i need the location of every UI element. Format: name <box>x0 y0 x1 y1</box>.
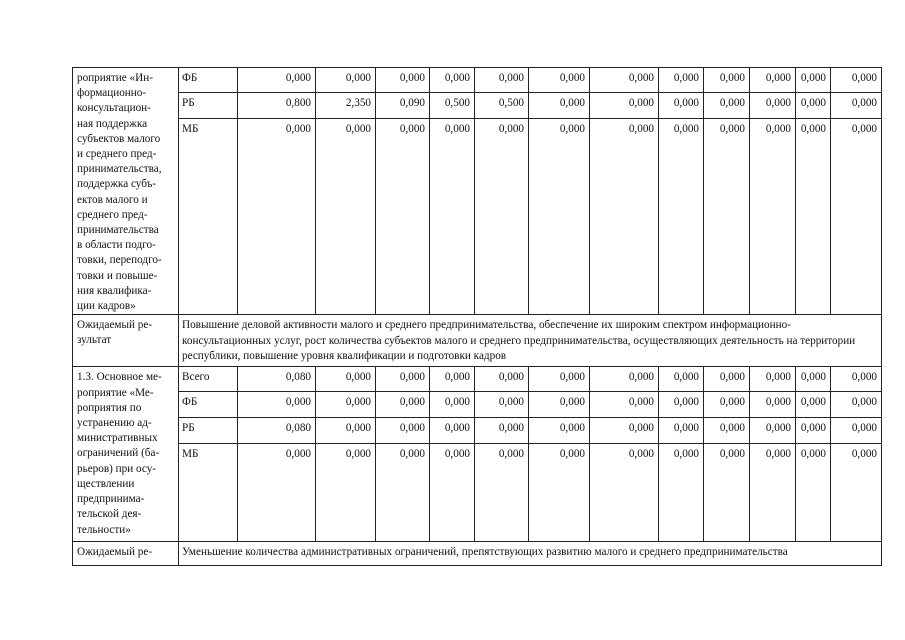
value-cell: 0,000 <box>704 119 750 315</box>
value-cell: 0,000 <box>704 444 750 542</box>
source-cell: РБ <box>179 418 238 444</box>
value-cell: 0,000 <box>529 68 590 93</box>
value-cell: 0,000 <box>750 392 796 418</box>
result2-label: Ожидаемый ре- <box>77 546 153 559</box>
value-cell: 0,000 <box>659 392 704 418</box>
value-cell: 0,000 <box>659 93 704 119</box>
source-cell: Всего <box>179 367 238 392</box>
value-cell: 0,000 <box>590 93 659 119</box>
value-cell: 0,000 <box>704 418 750 444</box>
value-cell: 0,000 <box>376 444 430 542</box>
value-cell: 0,000 <box>590 418 659 444</box>
value-cell: 0,000 <box>529 418 590 444</box>
value-cell: 0,000 <box>316 119 376 315</box>
value-cell: 0,000 <box>376 367 430 392</box>
value-cell: 0,000 <box>430 367 475 392</box>
value-cell: 0,000 <box>796 444 831 542</box>
result1-label: Ожидаемый ре- зультат <box>77 319 153 347</box>
result1-text: Повышение деловой активности малого и среднего предпринимательства, обеспечение их широким спектром информационно-консультационных услуг, рост количества субъектов малого и среднего предпринимательства, осуществляющих деятельность на территории республики, повышение уровня квалификации и подготовки кадров <box>179 315 882 367</box>
value-cell: 0,000 <box>796 367 831 392</box>
result1-label-cell <box>73 315 179 367</box>
value-cell: 0,000 <box>704 68 750 93</box>
value-cell: 0,000 <box>750 444 796 542</box>
value-cell: 0,000 <box>238 392 316 418</box>
value-cell: 0,000 <box>796 68 831 93</box>
block1-label-cell <box>73 68 179 315</box>
value-cell: 0,000 <box>529 392 590 418</box>
table-row <box>73 392 882 418</box>
value-cell: 0,000 <box>475 444 529 542</box>
table-row <box>73 418 882 444</box>
value-cell: 0,000 <box>238 68 316 93</box>
table-row <box>73 542 882 566</box>
value-cell: 0,000 <box>831 418 882 444</box>
value-cell: 0,000 <box>529 119 590 315</box>
value-cell: 0,000 <box>316 418 376 444</box>
value-cell: 0,000 <box>750 367 796 392</box>
value-cell: 0,000 <box>831 68 882 93</box>
value-cell: 0,000 <box>430 392 475 418</box>
value-cell: 0,000 <box>475 418 529 444</box>
block2-label: 1.3. Основное ме- роприятие «Ме- роприятия по устранению ад- министративных ограничений (ба- рьеров) при осу- ществлении предпринима- тельской дея- тельности» <box>77 371 162 536</box>
value-cell: 0,000 <box>590 68 659 93</box>
value-cell: 0,000 <box>376 392 430 418</box>
value-cell: 0,000 <box>796 119 831 315</box>
value-cell: 0,000 <box>590 367 659 392</box>
block2-label-cell <box>73 367 179 542</box>
value-cell: 0,000 <box>831 367 882 392</box>
value-cell: 0,000 <box>750 93 796 119</box>
source-cell: МБ <box>179 119 238 315</box>
document-page <box>72 67 882 566</box>
value-cell: 0,000 <box>475 367 529 392</box>
result2-label-cell <box>73 542 179 566</box>
value-cell: 0,000 <box>376 119 430 315</box>
value-cell: 0,000 <box>750 418 796 444</box>
value-cell: 0,000 <box>475 392 529 418</box>
value-cell: 0,000 <box>376 418 430 444</box>
value-cell: 0,000 <box>659 444 704 542</box>
value-cell: 0,500 <box>430 93 475 119</box>
table-row <box>73 119 882 315</box>
value-cell: 0,000 <box>590 444 659 542</box>
value-cell: 0,000 <box>238 444 316 542</box>
result2-text: Уменьшение количества административных ограничений, препятствующих развитию малого и среднего предпринимательства <box>179 542 882 566</box>
value-cell: 0,000 <box>590 392 659 418</box>
table-row <box>73 367 882 392</box>
value-cell: 0,500 <box>475 93 529 119</box>
value-cell: 0,000 <box>831 119 882 315</box>
value-cell: 0,080 <box>238 367 316 392</box>
value-cell: 2,350 <box>316 93 376 119</box>
value-cell: 0,000 <box>704 367 750 392</box>
block1-label: роприятие «Ин- формационно- консультацион- ная поддержка субъектов малого и среднего пред- принимательства, поддержка субъ- ектов малого и среднего пред- принимательства в области подго- товки, переподго- товки и повыше- ния квалифика- ции кадров» <box>77 72 162 313</box>
financing-table <box>72 67 882 566</box>
value-cell: 0,000 <box>430 444 475 542</box>
value-cell: 0,000 <box>529 444 590 542</box>
value-cell: 0,000 <box>831 444 882 542</box>
value-cell: 0,000 <box>831 392 882 418</box>
value-cell: 0,800 <box>238 93 316 119</box>
source-cell: РБ <box>179 93 238 119</box>
value-cell: 0,000 <box>796 392 831 418</box>
value-cell: 0,000 <box>475 119 529 315</box>
value-cell: 0,000 <box>529 367 590 392</box>
value-cell: 0,000 <box>475 68 529 93</box>
value-cell: 0,000 <box>831 93 882 119</box>
table-row <box>73 444 882 542</box>
value-cell: 0,000 <box>316 68 376 93</box>
value-cell: 0,000 <box>316 367 376 392</box>
value-cell: 0,000 <box>796 418 831 444</box>
value-cell: 0,080 <box>238 418 316 444</box>
value-cell: 0,000 <box>316 392 376 418</box>
value-cell: 0,000 <box>659 418 704 444</box>
value-cell: 0,000 <box>376 68 430 93</box>
table-row <box>73 93 882 119</box>
value-cell: 0,000 <box>590 119 659 315</box>
value-cell: 0,000 <box>430 68 475 93</box>
value-cell: 0,000 <box>238 119 316 315</box>
value-cell: 0,000 <box>659 68 704 93</box>
table-row <box>73 315 882 367</box>
table-row <box>73 68 882 93</box>
value-cell: 0,090 <box>376 93 430 119</box>
value-cell: 0,000 <box>529 93 590 119</box>
value-cell: 0,000 <box>750 68 796 93</box>
value-cell: 0,000 <box>704 392 750 418</box>
value-cell: 0,000 <box>796 93 831 119</box>
source-cell: ФБ <box>179 68 238 93</box>
value-cell: 0,000 <box>704 93 750 119</box>
value-cell: 0,000 <box>316 444 376 542</box>
value-cell: 0,000 <box>430 119 475 315</box>
source-cell: ФБ <box>179 392 238 418</box>
value-cell: 0,000 <box>659 367 704 392</box>
value-cell: 0,000 <box>659 119 704 315</box>
source-cell: МБ <box>179 444 238 542</box>
value-cell: 0,000 <box>430 418 475 444</box>
value-cell: 0,000 <box>750 119 796 315</box>
